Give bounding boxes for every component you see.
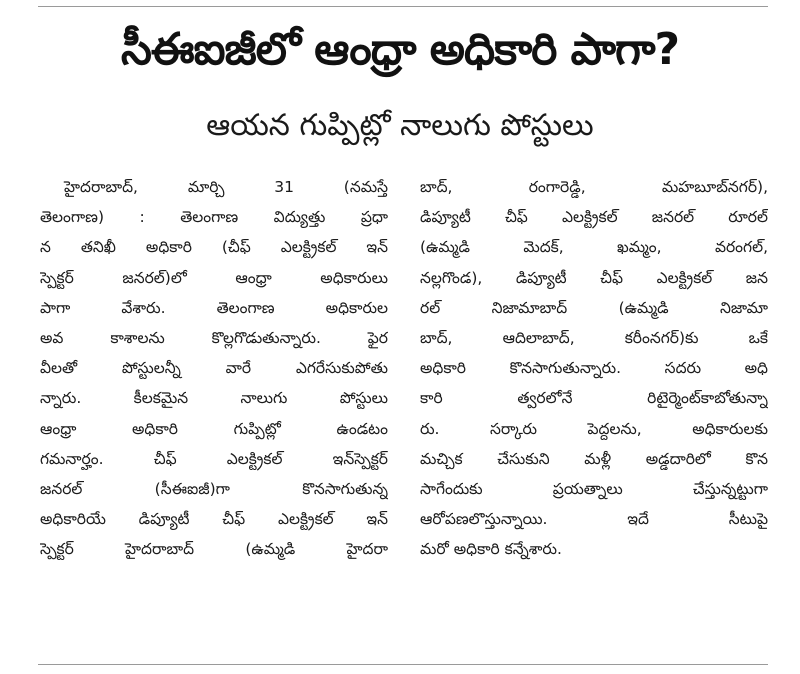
text-line: పాగా వేశారు. తెలంగాణ అధికారుల [40, 298, 388, 317]
text-line: కారి త్వరలోనే రిటైర్మెంట్‌కాబోతున్నా [420, 389, 768, 408]
text-line: అధికారియే డిప్యూటీ చీఫ్ ఎలక్ట్రికల్ ఇన్ [40, 510, 388, 529]
text-line: అధికారి కొనసాగుతున్నారు. సదరు అధి [420, 359, 768, 378]
text-line: మచ్చిక చేసుకుని మళ్లీ అడ్డదారిలో కొన [420, 449, 768, 468]
article-subheadline: ఆయన గుప్పిట్లో నాలుగు పోస్టులు [206, 108, 594, 143]
text-line: వీలతో పోస్టులన్నీ వారే ఎగరేసుకుపోతు [40, 359, 388, 378]
top-divider [38, 6, 768, 7]
text-line: తెలంగాణ) : తెలంగాణ విద్యుత్తు ప్రధా [40, 208, 388, 227]
text-line: రు. సర్కారు పెద్దలను, అధికారులకు [420, 419, 768, 438]
text-line: బాద్, ఆదిలాబాద్, కరీంనగర్)కు ఒకే [420, 328, 768, 347]
text-line: జనరల్ (సీఈఐజీ)గా కొనసాగుతున్న [40, 479, 388, 498]
article-headline: సీఈఐజీలో ఆంధ్రా అధికారి పాగా? [120, 24, 680, 75]
article-body-right-column [420, 172, 768, 564]
text-line: డిప్యూటీ చీఫ్ ఎలక్ట్రికల్ జనరల్ రూరల్ [420, 208, 768, 227]
text-line: (ఉమ్మడి మెదక్, ఖమ్మం, వరంగల్, [420, 238, 768, 257]
text-line: అవ కాశాలను కొల్లగొడుతున్నారు. ఫైర [40, 328, 388, 347]
text-line: బాద్, రంగారెడ్డి, మహబూబ్‌నగర్), [420, 178, 768, 196]
text-line: మరో అధికారి కన్నేశారు. [420, 540, 562, 559]
text-line: రల్ నిజామాబాద్ (ఉమ్మడి నిజామా [420, 298, 768, 317]
text-line: గమనార్హం. చీఫ్ ఎలక్ట్రికల్ ఇన్‌స్పెక్టర్ [40, 449, 388, 468]
text-line: ఆరోపణలొస్తున్నాయి. ఇదే సీటుపై [420, 510, 768, 529]
text-line: స్పెక్టర్ జనరల్)లో ఆంధ్రా అధికారులు [40, 268, 388, 287]
text-line: నల్లగొండ), డిప్యూటీ చీఫ్ ఎలక్ట్రికల్ జన [420, 268, 768, 287]
bottom-divider [38, 664, 768, 665]
text-line: ఆంధ్రా అధికారి గుప్పిట్లో ఉండటం [40, 419, 388, 438]
text-line: సాగేందుకు ప్రయత్నాలు చేస్తున్నట్టుగా [420, 479, 768, 498]
text-line: న తనిఖీ అధికారి (చీఫ్ ఎలక్ట్రికల్ ఇన్ [40, 238, 388, 257]
text-line: స్పెక్టర్ హైదరాబాద్ (ఉమ్మడి హైదరా [40, 540, 388, 559]
article-body-left-column [40, 172, 388, 564]
text-line: హైదరాబాద్, మార్చి 31 (నమస్తే [64, 178, 388, 196]
text-line: న్నారు. కీలకమైన నాలుగు పోస్టులు [40, 389, 388, 408]
